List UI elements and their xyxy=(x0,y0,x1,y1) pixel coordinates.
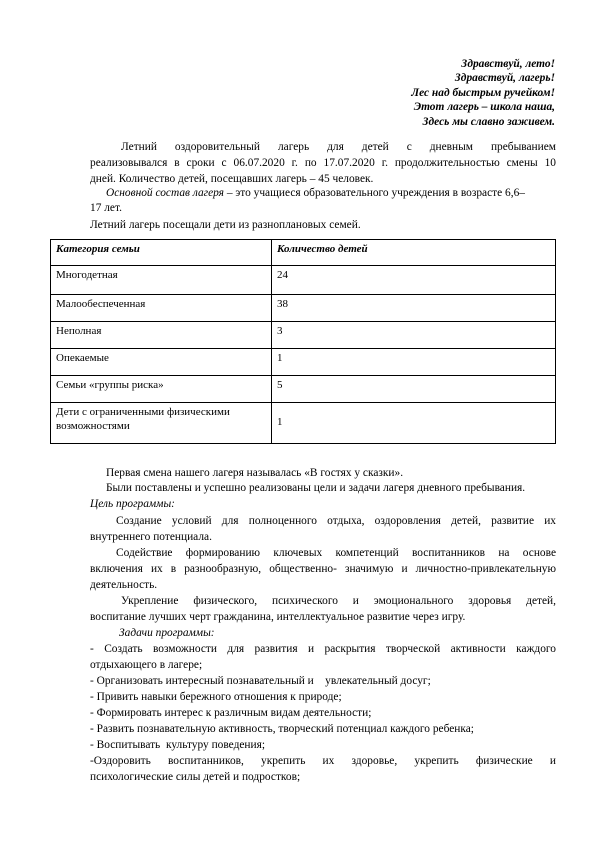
goal-item: внутреннего потенциала. xyxy=(90,531,212,543)
table-header-cell: Категория семьи xyxy=(51,240,272,266)
table-cell: 1 xyxy=(272,403,556,444)
task-item: - Организовать интересный познавательный и увлекательный досуг; xyxy=(90,675,431,687)
intro-line: дней. Количество детей, посещавших лагерь – 45 человек. xyxy=(90,173,374,185)
table-row xyxy=(51,266,556,295)
intro-line: 17 лет. xyxy=(90,202,122,214)
goal-item: Укрепление физического, психического и эмоционального здоровья детей, xyxy=(121,595,556,607)
composition-text: – это учащиеся образовательного учреждения в возрасте 6,6– xyxy=(223,187,525,199)
table-row xyxy=(51,376,556,403)
goal-item: воспитание лучших черт гражданина, интеллектуальное развитие через игру. xyxy=(90,611,466,623)
table-row xyxy=(51,349,556,376)
goal-item: Создание условий для полноценного отдыха, оздоровления детей, развитие их xyxy=(116,515,556,527)
table-header-cell: Количество детей xyxy=(272,240,556,266)
goal-item: включения их в разнообразную, общественно- значимую и личностно-привлекательную xyxy=(90,563,556,575)
goals-statement: Были поставлены и успешно реализованы цели и задачи лагеря дневного пребывания. xyxy=(106,482,526,494)
table-cell: 24 xyxy=(272,266,556,295)
family-category-table xyxy=(50,239,556,444)
goal-item: деятельность. xyxy=(90,579,158,591)
goal-heading: Цель программы: xyxy=(90,498,175,510)
intro-composition xyxy=(106,186,556,202)
poem-line: Этот лагерь – школа наша, xyxy=(413,101,555,114)
table-row xyxy=(51,322,556,349)
table-cell: Дети с ограниченными физическими возможностями xyxy=(51,403,272,444)
table-cell: Неполная xyxy=(51,322,272,349)
table-cell: 5 xyxy=(272,376,556,403)
poem-line: Здравствуй, лето! xyxy=(461,58,555,70)
table-cell: Многодетная xyxy=(51,266,272,295)
table-row xyxy=(51,403,556,444)
task-item: - Формировать интерес к различным видам деятельности; xyxy=(90,707,372,719)
table-cell: 3 xyxy=(272,322,556,349)
table-cell: Опекаемые xyxy=(51,349,272,376)
task-item: - Создать возможности для развития и раскрытия творческой активности каждого xyxy=(90,643,556,655)
table-row xyxy=(51,295,556,322)
epigraph-poem xyxy=(411,57,555,129)
table-cell: 38 xyxy=(272,295,556,322)
task-item: - Воспитывать культуру поведения; xyxy=(90,739,266,751)
shift-name: Первая смена нашего лагеря называлась «В гостях у сказки». xyxy=(106,467,404,479)
goal-item: Содействие формированию ключевых компетенций воспитанников на основе xyxy=(116,547,556,559)
table-header-row xyxy=(51,240,556,266)
task-item: - Привить навыки бережного отношения к природе; xyxy=(90,691,342,703)
composition-label: Основной состав лагеря xyxy=(106,187,224,199)
task-item: психологические силы детей и подростков; xyxy=(90,771,301,783)
table-cell: 1 xyxy=(272,349,556,376)
poem-line: Здесь мы славно заживем. xyxy=(422,115,555,128)
task-item: - Развить познавательную активность, творческий потенциал каждого ребенка; xyxy=(90,723,474,735)
intro-line: Летний оздоровительный лагерь для детей с дневным пребыванием xyxy=(121,141,556,153)
task-item: -Оздоровить воспитанников, укрепить их здоровье, укрепить физические и xyxy=(90,755,556,767)
table-cell: Малообеспеченная xyxy=(51,295,272,322)
intro-line: Летний лагерь посещали дети из разноплановых семей. xyxy=(90,219,361,231)
poem-line: Лес над быстрым ручейком! xyxy=(411,86,555,99)
table-cell: Семьи «группы риска» xyxy=(51,376,272,403)
poem-line: Здравствуй, лагерь! xyxy=(454,72,555,85)
task-item: отдыхающего в лагере; xyxy=(90,659,203,671)
tasks-heading: Задачи программы: xyxy=(119,627,215,639)
intro-line: реализовывался в сроки с 06.07.2020 г. по 17.07.2020 г. продолжительностью смены 10 xyxy=(90,157,556,169)
